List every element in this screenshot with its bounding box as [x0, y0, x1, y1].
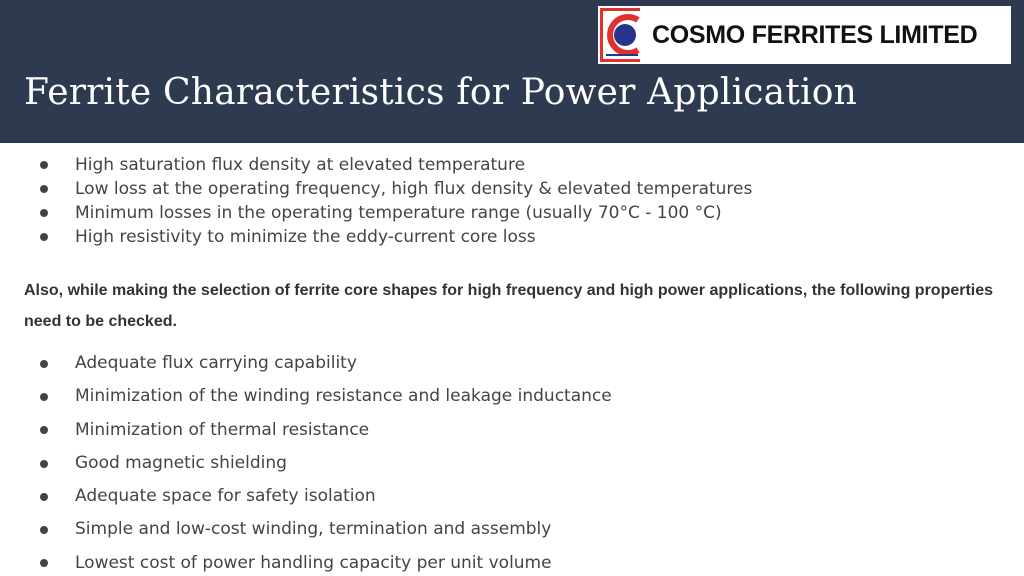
bullet-icon: [40, 526, 48, 534]
list-item: [0, 480, 612, 513]
list-item: [0, 447, 612, 480]
list-item: [0, 547, 612, 576]
list-item-text: Minimization of the winding resistance and leakage inductance: [75, 386, 612, 407]
list-item-text: Minimization of thermal resistance: [75, 419, 370, 440]
list-item: [0, 201, 752, 225]
characteristics-list: [0, 153, 752, 249]
bullet-icon: [40, 209, 48, 217]
list-item: [0, 513, 612, 546]
list-item-text: Adequate flux carrying capability: [75, 353, 357, 373]
bullet-icon: [40, 185, 48, 193]
list-item-text: Adequate space for safety isolation: [75, 486, 376, 507]
bullet-icon: [40, 460, 48, 468]
list-item-text: Minimum losses in the operating temperature range (usually 70°C - 100 °C): [75, 203, 722, 223]
list-item: [0, 225, 752, 249]
list-item: [0, 177, 752, 201]
bullet-icon: [40, 233, 48, 241]
bullet-icon: [40, 493, 48, 501]
cosmo-logo-icon: [600, 8, 644, 62]
slide-title: Ferrite Characteristics for Power Application: [24, 72, 857, 113]
bullet-icon: [40, 426, 48, 434]
list-item-text: High resistivity to minimize the eddy-current core loss: [75, 227, 536, 247]
list-item: [0, 347, 612, 380]
bullet-icon: [40, 559, 48, 567]
list-item-text: Low loss at the operating frequency, high flux density & elevated temperatures: [75, 179, 753, 199]
intro-paragraph: Also, while making the selection of ferrite core shapes for high frequency and high power applications, the following properties need to be checked.: [24, 282, 994, 330]
bullet-icon: [40, 393, 48, 401]
slide-header: [0, 0, 1024, 143]
company-name: COSMO FERRITES LIMITED: [652, 20, 978, 49]
bullet-icon: [40, 161, 48, 169]
list-item-text: Lowest cost of power handling capacity per unit volume: [75, 552, 552, 573]
list-item: [0, 380, 612, 413]
list-item-text: Good magnetic shielding: [75, 452, 287, 473]
list-item: [0, 414, 612, 447]
list-item-text: Simple and low-cost winding, termination and assembly: [75, 519, 552, 540]
properties-list: [0, 347, 612, 576]
list-item-text: High saturation flux density at elevated temperature: [75, 155, 526, 175]
bullet-icon: [40, 360, 48, 368]
list-item: [0, 153, 752, 177]
company-logo: [598, 6, 1011, 64]
